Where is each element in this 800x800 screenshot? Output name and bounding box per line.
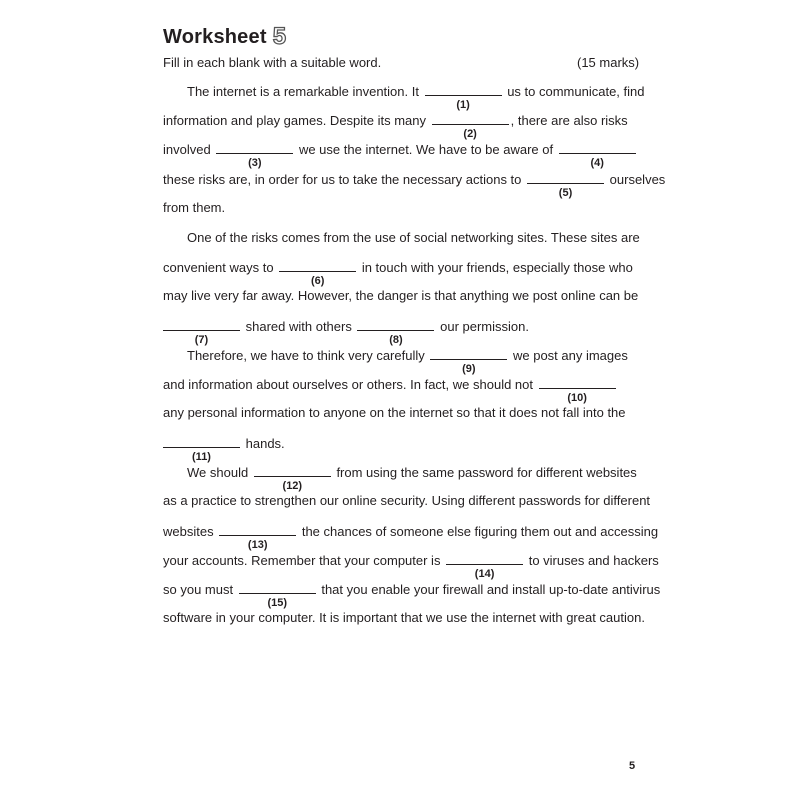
text-segment: we use the internet. We have to be aware of	[298, 142, 554, 157]
blank-number: (14)	[474, 568, 495, 580]
blank-number: (15)	[267, 597, 287, 609]
text-line	[163, 286, 638, 306]
text-line	[187, 228, 640, 248]
text-segment: any personal information to anyone on the internet so that it does not fall into the	[163, 405, 626, 420]
text-segment: One of the risks comes from the use of social networking sites. These sites are	[187, 230, 640, 245]
text-segment: that you enable your firewall and install up-to-date antivirus	[321, 582, 661, 597]
blank-14[interactable]	[446, 550, 523, 580]
worksheet-number: 5	[272, 23, 287, 50]
blank-15[interactable]	[239, 579, 316, 609]
text-segment: us to communicate, find	[507, 84, 645, 99]
blank-number: (7)	[194, 334, 209, 346]
blank-number: (10)	[567, 392, 587, 404]
text-segment: in touch with your friends, especially those who	[361, 260, 633, 275]
blank-number: (1)	[456, 99, 470, 111]
text-line	[163, 257, 633, 287]
blank-7[interactable]	[163, 316, 240, 346]
blank-11[interactable]	[163, 433, 240, 463]
text-line	[163, 374, 618, 404]
text-segment: may live very far away. However, the danger is that anything we post online can be	[163, 288, 639, 303]
text-line	[163, 198, 225, 218]
blank-6[interactable]	[279, 257, 356, 287]
text-segment: convenient ways to	[163, 260, 274, 275]
text-segment: from using the same password for different websites	[336, 465, 637, 480]
text-segment: our permission.	[440, 319, 529, 334]
blank-3[interactable]	[216, 139, 293, 169]
blank-9[interactable]	[430, 345, 507, 375]
text-segment: the chances of someone else figuring them out and accessing	[301, 524, 659, 539]
text-line	[163, 110, 628, 140]
blank-5[interactable]	[527, 169, 604, 199]
text-line	[163, 491, 650, 511]
marks: (15 marks)	[577, 55, 640, 70]
blank-2[interactable]	[432, 110, 509, 140]
text-line	[187, 345, 628, 375]
blank-number: (6)	[310, 275, 325, 287]
blank-number: (4)	[590, 157, 604, 169]
text-line	[163, 139, 638, 169]
blank-number: (11)	[192, 451, 211, 463]
text-segment: shared with others	[245, 319, 352, 334]
blank-number: (8)	[389, 334, 403, 346]
text-segment: so you must	[163, 582, 234, 597]
page-number: 5	[629, 760, 636, 772]
text-line	[187, 462, 637, 492]
text-line	[163, 433, 285, 463]
blank-number: (9)	[462, 363, 476, 375]
blank-number: (3)	[248, 157, 262, 169]
instruction: Fill in each blank with a suitable word.	[163, 55, 382, 70]
text-segment: ourselves	[609, 172, 666, 187]
blank-10[interactable]	[539, 374, 616, 404]
text-segment: websites	[163, 524, 214, 539]
text-segment: software in your computer. It is important that we use the internet with great caution.	[163, 610, 645, 625]
text-segment: involved	[163, 142, 211, 157]
text-segment: hands.	[245, 436, 285, 451]
text-line	[163, 608, 645, 628]
text-segment: Therefore, we have to think very carefully	[187, 348, 425, 363]
text-line	[163, 579, 661, 609]
blank-12[interactable]	[254, 462, 331, 492]
text-segment: as a practice to strengthen our online security. Using different passwords for different	[163, 493, 651, 508]
blank-1[interactable]	[425, 81, 502, 111]
blank-number: (13)	[247, 539, 268, 551]
text-line	[163, 550, 659, 580]
text-segment: these risks are, in order for us to take the necessary actions to	[163, 172, 522, 187]
text-segment: The internet is a remarkable invention. It	[187, 84, 419, 99]
text-segment: and information about ourselves or others. In fact, we should not	[163, 377, 533, 392]
text-segment: We should	[187, 465, 249, 480]
blank-number: (12)	[282, 480, 303, 492]
title-text: Worksheet	[163, 25, 267, 48]
text-line	[163, 521, 659, 551]
text-segment: from them.	[163, 200, 226, 215]
blank-number: (2)	[463, 128, 477, 140]
text-segment: , there are also risks	[510, 113, 628, 128]
text-line	[163, 316, 529, 346]
text-segment: to viruses and hackers	[528, 553, 659, 568]
blank-number: (5)	[558, 187, 573, 199]
blank-13[interactable]	[219, 521, 296, 551]
worksheet-title	[163, 22, 286, 52]
text-line	[163, 403, 626, 423]
text-segment: we post any images	[512, 348, 628, 363]
text-segment: information and play games. Despite its many	[163, 113, 427, 128]
text-segment: your accounts. Remember that your computer is	[163, 553, 441, 568]
text-line	[163, 169, 666, 199]
blank-8[interactable]	[357, 316, 434, 346]
text-line	[187, 81, 645, 111]
blank-4[interactable]	[559, 139, 636, 169]
